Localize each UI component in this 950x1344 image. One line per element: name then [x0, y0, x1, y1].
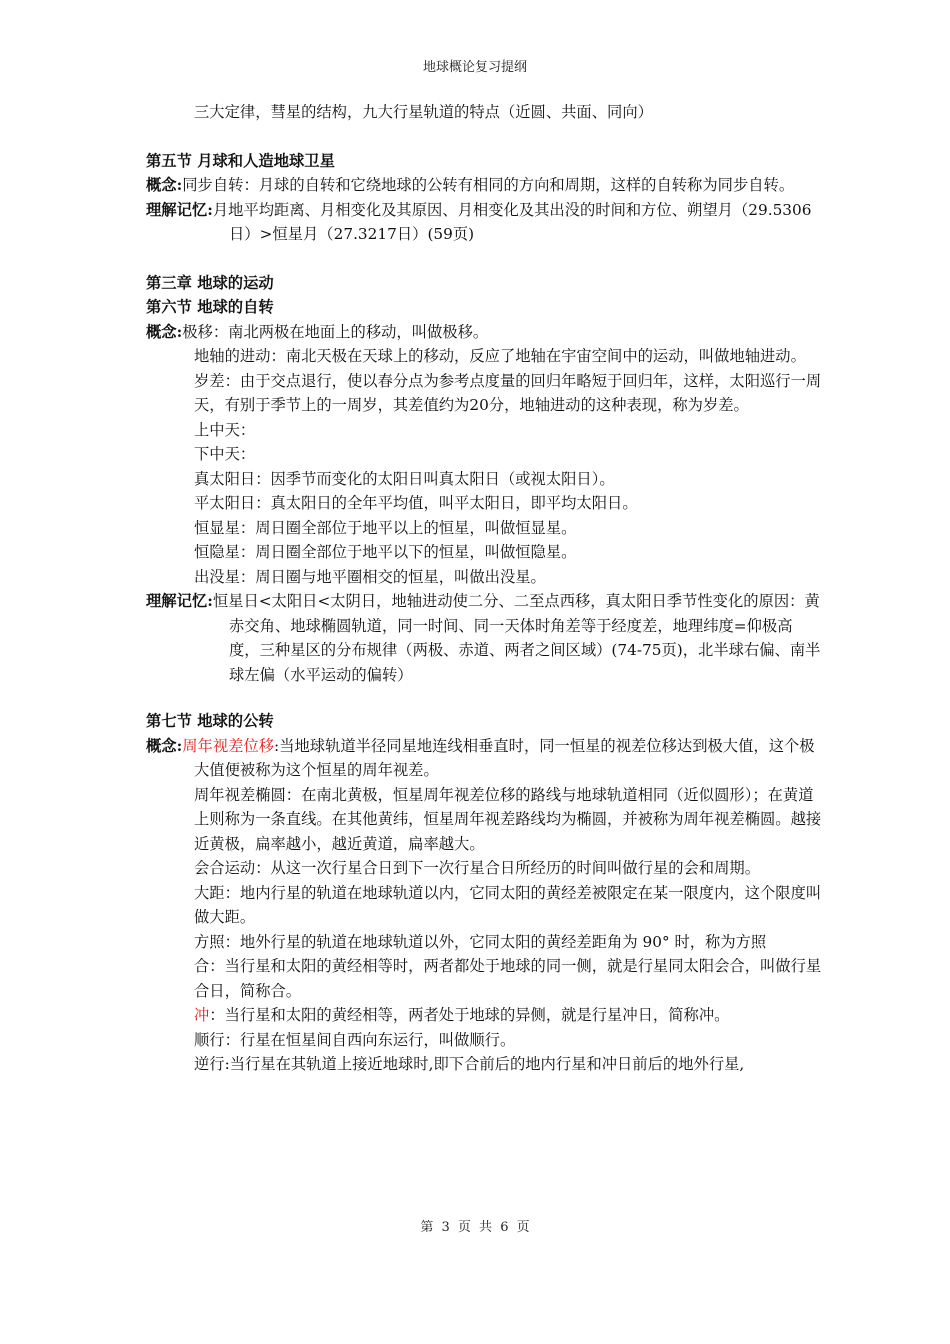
- concept-item: 平太阳日：真太阳日的全年平均值，叫平太阳日，即平均太阳日。: [194, 494, 638, 512]
- highlighted-term: 冲: [194, 1006, 210, 1024]
- page-footer: 第 3 页 共 6 页: [420, 1220, 530, 1235]
- highlighted-term: 周年视差位移: [182, 736, 275, 755]
- concept-item: 下中天：: [194, 445, 256, 463]
- memory-label: 理解记忆:: [146, 592, 213, 610]
- concept-item: 真太阳日：因季节而变化的太阳日叫真太阳日（或视太阳日）。: [194, 469, 615, 488]
- concept-item: 上中天：: [194, 420, 256, 439]
- concept-item: 周年视差椭圆：在南北黄极，恒星周年视差位移的路线与地球轨道相同（近似圆形）；在黄道上则称为一条直线。在其他黄纬，恒星周年视差路线均为椭圆，并被称为周年视差椭圆。越接近黄极，扁率越小，越近黄道，扁率越大。: [194, 785, 822, 853]
- concept-item: 合：当行星和太阳的黄经相等时，两者都处于地球的同一侧，就是行星同太阳会合，叫做行星合日，简称合。: [194, 957, 822, 1000]
- concept-label: 概念:: [146, 322, 183, 341]
- section-6-memory: [146, 589, 822, 687]
- section-5-concept: [146, 173, 822, 198]
- concept-item: 方照：地外行星的轨道在地球轨道以外，它同太阳的黄经差距角为 90° 时，称为方照: [194, 932, 767, 951]
- concept-item: 恒显星：周日圈全部位于地平以上的恒星，叫做恒显星。: [194, 518, 577, 537]
- concept-text: 极移：南北两极在地面上的移动，叫做极移。: [182, 322, 489, 341]
- section-6-concept: [146, 320, 822, 345]
- section-7-concept: [146, 734, 822, 783]
- section-5-memory: [146, 198, 822, 247]
- spacer: [146, 125, 822, 149]
- concept-label: 概念:: [146, 176, 183, 194]
- concept-item: 逆行:当行星在其轨道上接近地球时,即下合前后的地内行星和冲日前后的地外行星,: [194, 1055, 745, 1073]
- concept-item: 顺行：行星在恒星间自西向东运行，叫做顺行。: [194, 1030, 516, 1049]
- spacer: [146, 687, 822, 709]
- section-7-title: 第七节 地球的公转: [146, 712, 274, 730]
- section-5-title: 第五节 月球和人造地球卫星: [146, 151, 335, 170]
- concept-item: 地轴的进动：南北天极在天球上的移动，反应了地轴在宇宙空间中的运动，叫做地轴进动。: [194, 347, 806, 365]
- page-header: 地球概论复习提纲: [422, 60, 527, 75]
- concept-text: ：当行星和太阳的黄经相等，两者处于地球的异侧，就是行星冲日，简称冲。: [209, 1006, 730, 1024]
- concept-item: 大距：地内行星的轨道在地球轨道以内，它同太阳的黄经差被限定在某一限度内，这个限度叫做大距。: [194, 883, 822, 926]
- concept-item: 恒隐星：周日圈全部位于地平以下的恒星，叫做恒隐星。: [194, 543, 577, 561]
- concept-item: 岁差：由于交点退行，使以春分点为参考点度量的回归年略短于回归年，这样，太阳巡行一周天，有别于季节上的一周岁，其差值约为20分，地轴进动的这种表现，称为岁差。: [194, 371, 822, 414]
- memory-text: 恒星日<太阳日<太阴日，地轴进动使二分、二至点西移，真太阳日季节性变化的原因：黄赤交角、地球椭圆轨道，同一时间、同一天体时角差等于经度差，地理纬度=仰极高度，三种星区的分布规律（两极、赤道、两者之间区域）(74-75页)，北半球右偏、南半球左偏（水平运动的偏转）: [212, 592, 821, 684]
- chapter-3-title: 第三章 地球的运动: [146, 273, 274, 292]
- concept-text: :当地球轨道半径同星地连线相垂直时，同一恒星的视差位移达到极大值，这个极大值便被称为这个恒星的周年视差。: [194, 736, 815, 779]
- concept-item: 会合运动：从这一次行星合日到下一次行星合日所经历的时间叫做行星的会和周期。: [194, 859, 760, 877]
- concept-item: 出没星：周日圈与地平圈相交的恒星，叫做出没星。: [194, 567, 546, 586]
- memory-text: 月地平均距离、月相变化及其原因、月相变化及其出没的时间和方位、朔望月（29.5306日）>恒星月（27.3217日）(59页): [212, 200, 812, 243]
- section-6-title: 第六节 地球的自转: [146, 298, 274, 316]
- concept-item-chong: [194, 1003, 822, 1028]
- intro-line: 三大定律，彗星的结构，九大行星轨道的特点（近圆、共面、同向）: [194, 103, 653, 121]
- spacer: [146, 247, 822, 271]
- concept-label: 概念:: [146, 736, 183, 755]
- concept-text: 同步自转：月球的自转和它绕地球的公转有相同的方向和周期，这样的自转称为同步自转。: [182, 176, 795, 194]
- document-body: [146, 100, 822, 1077]
- memory-label: 理解记忆:: [146, 200, 213, 219]
